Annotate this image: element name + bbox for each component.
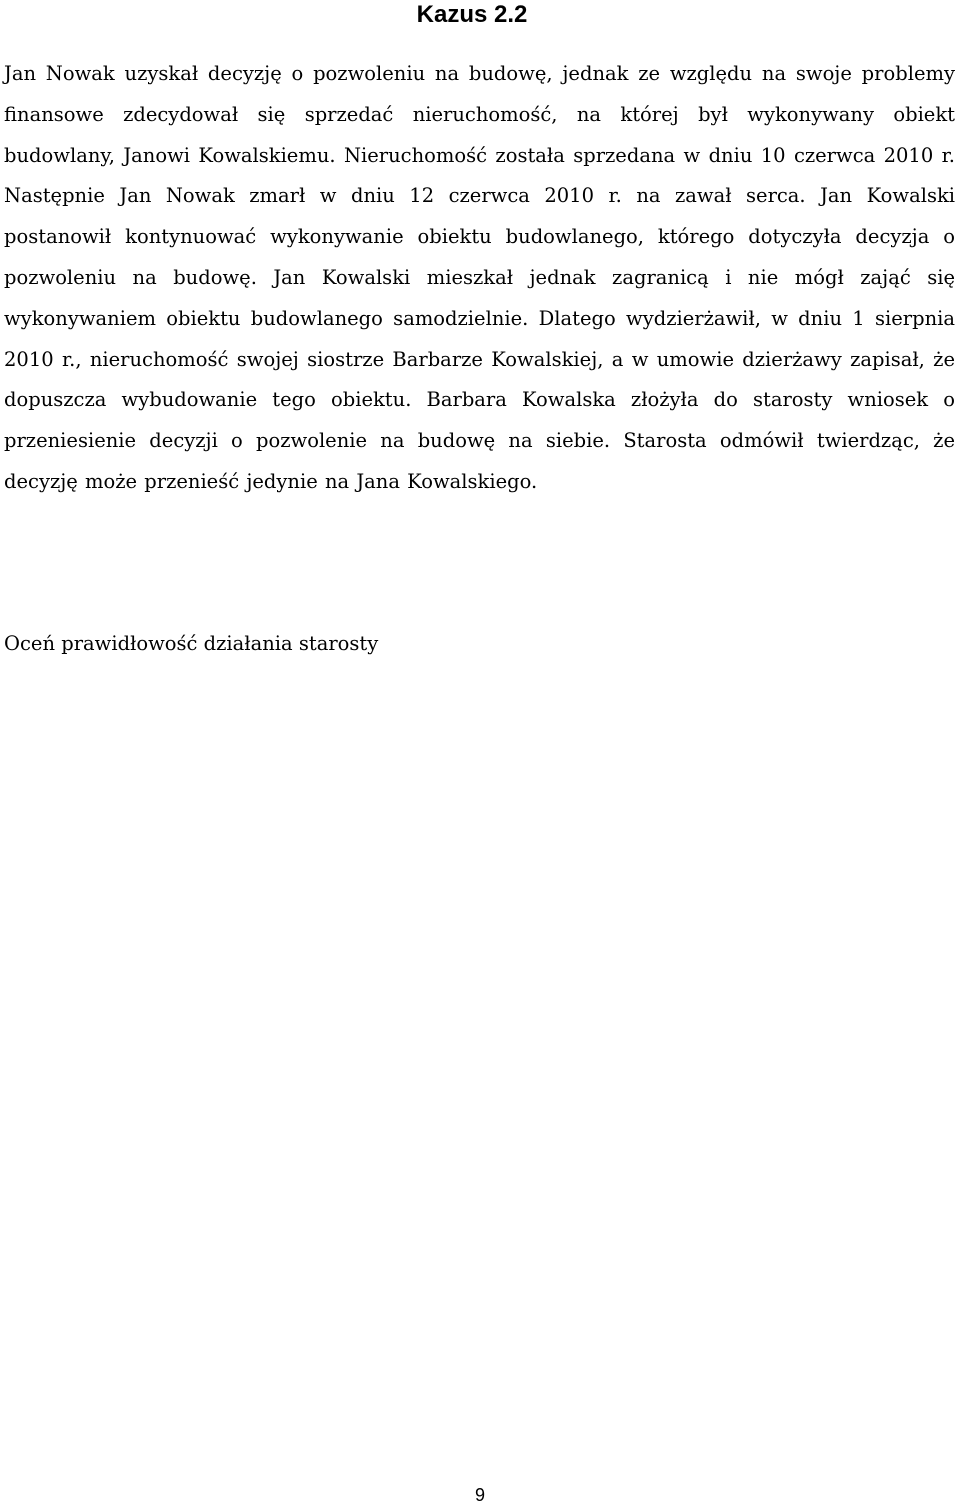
page-number: 9 (474, 1485, 485, 1505)
page-title: Kazus 2.2 (416, 1, 528, 28)
case-description: Jan Nowak uzyskał decyzję o pozwoleniu na budowę, jednak ze względu na swoje problemy finansowe zdecydował się sprzedać nieruchomość, na której był wykonywany obiekt budowlany, Janowi Kowalskiemu. Nieruchomość została sprzedana w dniu 10 czerwca 2010 r. Następnie Jan Nowak zmarł w dniu 12 czerwca 2010 r. na zawał serca. Jan Kowalski postanowił kontynuować wykonywanie obiektu budowlanego, którego dotyczyła decyzja o pozwoleniu na budowę. Jan Kowalski mieszkał jednak zagranicą i nie mógł zająć się wykonywaniem obiektu budowlanego samodzielnie. Dlatego wydzierżawił, w dniu 1 sierpnia 2010 r., nieruchomość swojej siostrze Barbarze Kowalskiej, a w umowie dzierżawy zapisał, że dopuszcza wybudowanie tego obiektu. Barbara Kowalska złożyła do starosty wniosek o przeniesienie decyzji o pozwolenie na budowę na siebie. Starosta odmówił twierdząc, że decyzję może przenieść jedynie na Jana Kowalskiego. (4, 62, 955, 493)
task-instruction: Oceń prawidłowość działania starosty (4, 632, 379, 655)
